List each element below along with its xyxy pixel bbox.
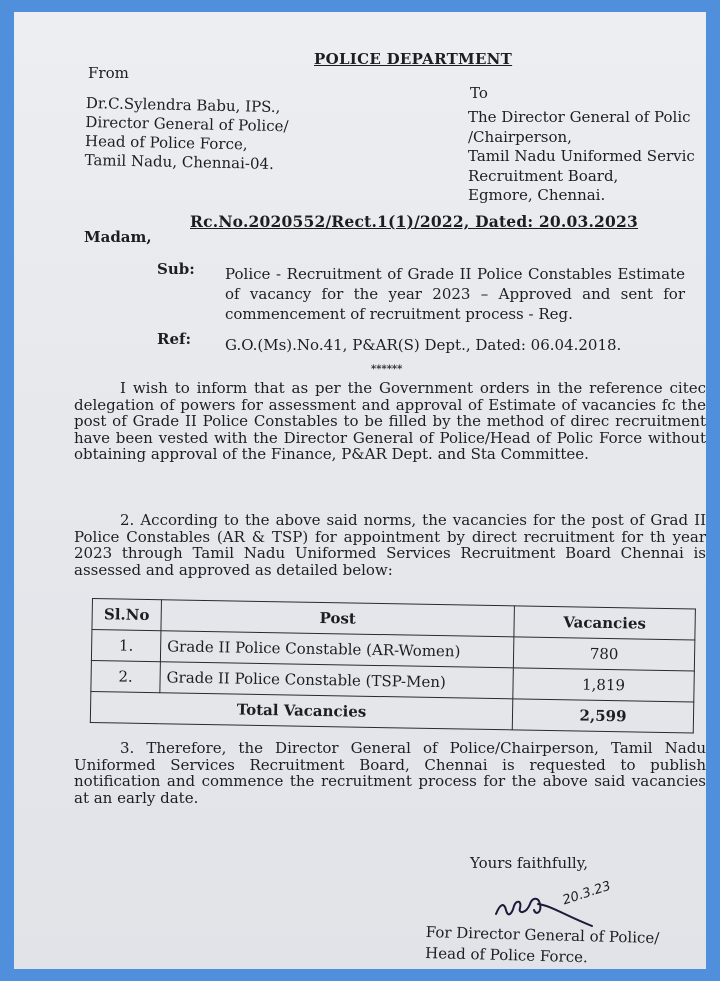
row-post: Grade II Police Constable (TSP-Men) <box>160 662 513 699</box>
row-sl-no: 1. <box>91 630 161 662</box>
recipient-line: Tamil Nadu Uniformed Servic <box>468 147 695 165</box>
signature-date: 20.3.23 <box>560 878 613 909</box>
separator-stars: ****** <box>371 364 403 375</box>
sender-line: Dr.C.Sylendra Babu, IPS., <box>85 94 281 117</box>
recipient-line: /Chairperson, <box>468 127 572 146</box>
subject-text: Police - Recruitment of Grade II Police Constables Estimate of vacancy for the year 2023 – Approved and sent for commencement of recruitment process - Reg. <box>225 265 685 323</box>
salutation: Madam, <box>84 228 152 246</box>
signatory-line: For Director General of Police/ <box>425 922 660 948</box>
signatory-line: Head of Police Force. <box>424 943 588 967</box>
header-post: Post <box>161 600 514 637</box>
sender-line: Tamil Nadu, Chennai-04. <box>84 150 275 173</box>
reference-label: Ref: <box>157 330 191 348</box>
total-label: Total Vacancies <box>90 691 512 729</box>
reference-number: Rc.No.2020552/Rect.1(1)/2022, Dated: 20.03.2023 <box>190 212 639 231</box>
to-label: To <box>470 84 488 102</box>
sender-address <box>84 94 289 174</box>
total-value: 2,599 <box>512 699 694 733</box>
row-vacancies: 780 <box>513 637 695 671</box>
vacancy-table <box>90 598 696 734</box>
reference-text: G.O.(Ms).No.41, P&AR(S) Dept., Dated: 06.04.2018. <box>225 336 622 354</box>
paragraph-1: I wish to inform that as per the Government orders in the reference citec delegation of powers for assessment and approval of Estimate of vacancies fc the post of Grade II Police Constables to be filled by the method of direc recruitment have been vested with the Director General of Police/Head of Polic Force without obtaining approval of the Finance, P&AR Dept. and Sta Committee. <box>74 379 706 463</box>
header-sl-no: Sl.No <box>92 599 162 631</box>
recipient-line: Egmore, Chennai. <box>468 186 606 204</box>
recipient-address <box>468 108 695 206</box>
paragraph-2: 2. According to the above said norms, the vacancies for the post of Grad II Police Constables (AR & TSP) for appointment by direct recruitment for th year 2023 through Tamil Nadu Uniformed Services Recruitment Board Chennai is assessed and approved as detailed below: <box>74 511 706 579</box>
header-vacancies: Vacancies <box>514 606 696 640</box>
department-heading: POLICE DEPARTMENT <box>314 50 513 68</box>
subject-label: Sub: <box>157 260 195 278</box>
recipient-line: The Director General of Polic <box>468 108 691 126</box>
document-page <box>14 12 706 969</box>
closing-text: Yours faithfully, <box>470 854 588 872</box>
from-label: From <box>88 64 129 82</box>
row-vacancies: 1,819 <box>513 668 695 702</box>
sender-line: Head of Police Force, <box>84 131 248 154</box>
row-sl-no: 2. <box>91 660 161 692</box>
sender-line: Director General of Police/ <box>85 112 289 136</box>
row-post: Grade II Police Constable (AR-Women) <box>160 631 513 668</box>
paragraph-3: 3. Therefore, the Director General of Police/Chairperson, Tamil Nadu Uniformed Services Recruitment Board, Chennai is requested to publish notification and commence the recruitment process for the above said vacancies at an early date. <box>74 739 706 807</box>
signatory-designation <box>425 922 660 969</box>
recipient-line: Recruitment Board, <box>468 166 619 185</box>
